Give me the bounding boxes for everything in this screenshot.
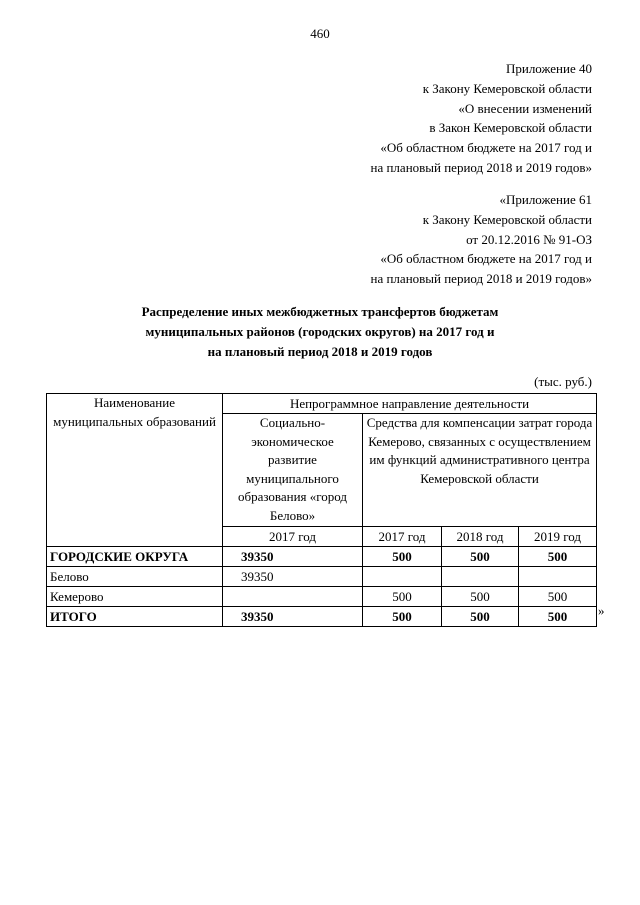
row-name: ИТОГО <box>47 606 223 626</box>
units-label: (тыс. руб.) <box>534 374 592 389</box>
row-value: 500 <box>442 606 519 626</box>
row-value <box>442 566 519 586</box>
row-value <box>519 566 597 586</box>
appendix-61-header <box>371 190 593 289</box>
closing-quote: » <box>598 603 605 618</box>
appendix-61-line: «Приложение 61 <box>499 192 592 207</box>
row-value: 500 <box>363 606 442 626</box>
appendix-40-line: Приложение 40 <box>505 61 592 76</box>
header-kemerovo-compensation: Средства для компенсации затрат города Кемерово, связанных с осуществлением им функций административного центра Кемеровской области <box>363 414 597 527</box>
header-year: 2017 год <box>223 526 363 546</box>
appendix-40-line: в Закон Кемеровской области <box>429 120 592 136</box>
row-value: 500 <box>519 546 597 566</box>
header-year: 2018 год <box>442 526 519 546</box>
row-value: 500 <box>442 586 519 606</box>
row-name: Белово <box>47 566 223 586</box>
budget-table <box>46 393 597 627</box>
table-row <box>47 606 597 626</box>
table-row <box>47 566 597 586</box>
page-number: 460 <box>310 26 330 41</box>
appendix-40-line: «О внесении изменений <box>458 100 592 116</box>
row-value <box>363 566 442 586</box>
header-year: 2019 год <box>519 526 597 546</box>
appendix-40-line: к Закону Кемеровской области <box>422 80 592 96</box>
row-name: Кемерово <box>47 586 223 606</box>
row-value: 39350 <box>223 546 363 566</box>
header-municipality-name: Наименование муниципальных образований <box>47 394 223 547</box>
table-row <box>47 586 597 606</box>
row-value: 500 <box>363 586 442 606</box>
row-value: 500 <box>442 546 519 566</box>
document-title-line: на плановый период 2018 и 2019 годов <box>207 344 433 359</box>
header-belovo-development: Социально-экономическое развитие муниципального образования «город Белово» <box>223 414 363 527</box>
row-value: 39350 <box>223 566 363 586</box>
document-title-line: Распределение иных межбюджетных трансфертов бюджетам <box>141 304 499 319</box>
document-title <box>40 302 600 362</box>
row-name: ГОРОДСКИЕ ОКРУГА <box>47 546 223 566</box>
header-year: 2017 год <box>363 526 442 546</box>
table-row <box>47 546 597 566</box>
row-value: 500 <box>519 586 597 606</box>
appendix-40-line: на плановый период 2018 и 2019 годов» <box>370 159 592 175</box>
row-value <box>223 586 363 606</box>
row-value: 500 <box>363 546 442 566</box>
appendix-61-line: «Об областном бюджете на 2017 год и <box>380 251 592 267</box>
appendix-40-line: «Об областном бюджете на 2017 год и <box>380 140 592 156</box>
header-direction: Непрограммное направление деятельности <box>223 394 597 414</box>
appendix-61-line: к Закону Кемеровской области <box>422 211 592 227</box>
appendix-40-header <box>371 59 593 178</box>
appendix-61-line: от 20.12.2016 № 91-ОЗ <box>466 231 592 247</box>
document-title-line: муниципальных районов (городских округов) на 2017 год и <box>145 324 495 339</box>
appendix-61-line: на плановый период 2018 и 2019 годов» <box>370 271 592 287</box>
row-value: 500 <box>519 606 597 626</box>
row-value: 39350 <box>223 606 363 626</box>
